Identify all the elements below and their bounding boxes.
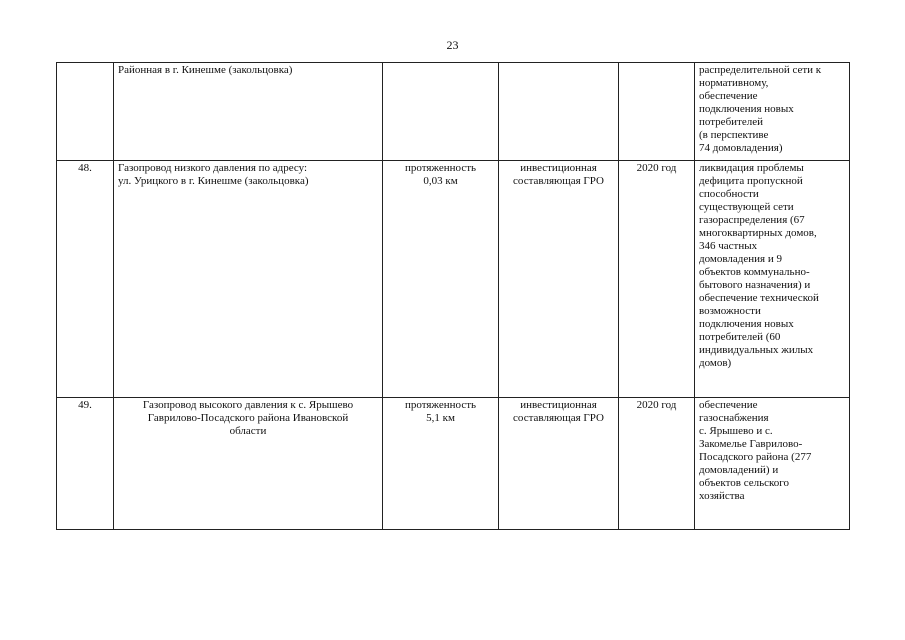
object-name — [114, 398, 383, 530]
purpose-cell-line: газоснабжения — [699, 412, 769, 424]
length-cell — [383, 398, 499, 530]
length-cell-line: протяженность — [404, 399, 477, 411]
funding-source-line: составляющая ГРО — [513, 412, 604, 424]
object-name-line: Газопровод низкого давления по адресу: — [118, 162, 308, 174]
length-cell-line: протяженность — [404, 162, 477, 174]
row-number-line: 48. — [78, 162, 92, 174]
length-cell-line: 0,03 км — [423, 175, 458, 187]
purpose-cell-line: 74 домовладения) — [699, 142, 783, 154]
object-name-line: Районная в г. Кинешме (закольцовка) — [118, 64, 293, 76]
purpose-cell-line: ликвидация проблемы — [699, 162, 804, 174]
year-cell — [619, 63, 695, 161]
purpose-cell-line: подключения новых — [699, 318, 794, 330]
purpose-cell-line: домов) — [699, 357, 732, 369]
funding-source — [499, 63, 619, 161]
purpose-cell-line: многоквартирных домов, — [699, 227, 817, 239]
object-name — [114, 161, 383, 398]
row-number — [57, 161, 114, 398]
funding-source — [499, 398, 619, 530]
row-number — [57, 398, 114, 530]
purpose-cell-line: потребителей — [699, 116, 763, 128]
object-name-line: Гаврилово-Посадского района Ивановской — [147, 412, 349, 424]
purpose-cell — [695, 63, 850, 161]
object-name — [114, 63, 383, 161]
funding-source — [499, 161, 619, 398]
purpose-cell-line: распределительной сети к — [699, 64, 822, 76]
year-cell-line: 2020 год — [636, 399, 677, 411]
purpose-cell-line: с. Ярышево и с. — [699, 425, 773, 437]
row-number — [57, 63, 114, 161]
projects-table — [56, 62, 850, 530]
row-number-line: 49. — [78, 399, 92, 411]
year-cell — [619, 161, 695, 398]
length-cell-line: 5,1 км — [426, 412, 455, 424]
object-name-line: Газопровод высокого давления к с. Ярышево — [142, 399, 354, 411]
table-row — [57, 161, 850, 398]
year-cell — [619, 398, 695, 530]
purpose-cell-line: нормативному, — [699, 77, 769, 89]
table-row — [57, 398, 850, 530]
purpose-cell-line: 346 частных — [699, 240, 758, 252]
purpose-cell-line: существующей сети — [699, 201, 794, 213]
purpose-cell-line: газораспределения (67 — [699, 214, 805, 226]
funding-source-line: составляющая ГРО — [513, 175, 604, 187]
purpose-cell-line: возможности — [699, 305, 761, 317]
purpose-cell — [695, 398, 850, 530]
purpose-cell-line: хозяйства — [699, 490, 745, 502]
purpose-cell-line: потребителей (60 — [699, 331, 781, 343]
table-row — [57, 63, 850, 161]
purpose-cell-line: способности — [699, 188, 759, 200]
purpose-cell-line: обеспечение — [699, 90, 758, 102]
purpose-cell-line: индивидуальных жилых — [699, 344, 814, 356]
purpose-cell-line: обеспечение — [699, 399, 758, 411]
purpose-cell-line: объектов коммунально- — [699, 266, 810, 278]
purpose-cell-line: дефицита пропускной — [699, 175, 803, 187]
purpose-cell-line: бытового назначения) и — [699, 279, 811, 291]
object-name-line: области — [229, 425, 267, 437]
purpose-cell-line: подключения новых — [699, 103, 794, 115]
purpose-cell-line: обеспечение технической — [699, 292, 819, 304]
funding-source-line: инвестиционная — [520, 399, 597, 411]
object-name-line: ул. Урицкого в г. Кинешме (закольцовка) — [118, 175, 309, 187]
purpose-cell — [695, 161, 850, 398]
purpose-cell-line: домовладений) и — [699, 464, 779, 476]
length-cell — [383, 161, 499, 398]
page-number: 23 — [446, 38, 459, 52]
purpose-cell-line: объектов сельского — [699, 477, 790, 489]
funding-source-line: инвестиционная — [520, 162, 597, 174]
purpose-cell-line: Посадского района (277 — [699, 451, 812, 463]
purpose-cell-line: домовладения и 9 — [699, 253, 782, 265]
purpose-cell-line: Закомелье Гаврилово- — [699, 438, 803, 450]
purpose-cell-line: (в перспективе — [699, 129, 769, 141]
year-cell-line: 2020 год — [636, 162, 677, 174]
length-cell — [383, 63, 499, 161]
